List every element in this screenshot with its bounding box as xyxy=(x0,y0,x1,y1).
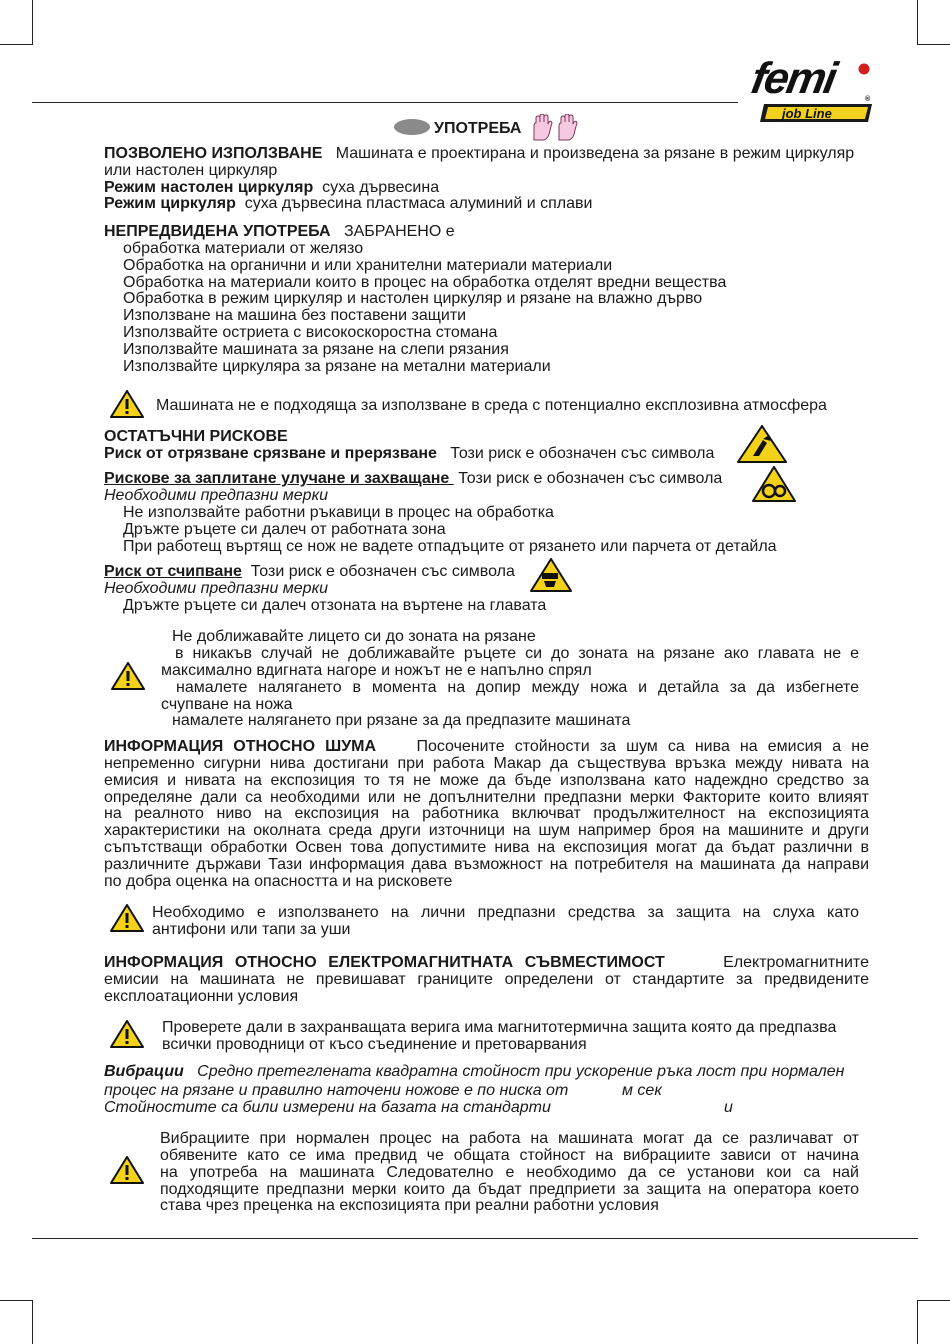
emc-heading-tail: Електромагнитните xyxy=(723,954,869,971)
warn-face-line-6: намалете налягането при рязане за да предпазите машината xyxy=(172,712,631,729)
emc-line-2: емисии на машината не превишават границите определени от стандартите за предвидените xyxy=(104,971,869,988)
entangle-risk-label: Рискове за заплитане улучане и захващане xyxy=(104,470,454,487)
allowed-text-2: или настолен циркуляр xyxy=(104,162,278,179)
warn-face-line-5: счупване на ножа xyxy=(161,696,293,713)
emc-line-3: експлоатационни условия xyxy=(104,988,299,1005)
warn-face-line-2: в никакъв случай не доближавайте ръцете си до зоната на рязане ако главата не е xyxy=(175,645,859,662)
vibration-label: Вибрации xyxy=(104,1063,184,1080)
crush-risk-label: Риск от счипване xyxy=(104,563,242,580)
warn-vibration-line: подходящите предпазни мерки които да бъдат предприети за защита на оператора което xyxy=(160,1181,859,1198)
hands-icon xyxy=(530,114,584,147)
unforeseen-item: Използвайте остриета с високоскоростна стомана xyxy=(123,324,498,341)
crop-mark-tl-v xyxy=(32,0,33,45)
warn-power-line-2: всички проводници от късо съединение и претоварвания xyxy=(162,1036,587,1053)
warn-vibration-line: става чрез преценка на експозицията при реални работни условия xyxy=(160,1197,659,1214)
allowed-text-1: Машината е проектирана и произведена за рязане в режим циркуляр xyxy=(335,145,855,162)
unforeseen-item: Обработка в режим циркуляр и настолен циркуляр и рязане на влажно дърво xyxy=(123,290,703,307)
noise-text-1: Посочените стойности за шум са нива на емисия а не xyxy=(416,738,870,755)
warning-triangle-icon xyxy=(110,390,144,418)
warn-vibration-line: Вибрациите при нормален процес на работа на машината могат да се различават от xyxy=(160,1130,859,1147)
residual-entangle-line xyxy=(104,470,722,487)
emc-heading: ИНФОРМАЦИЯ ОТНОСНО ЕЛЕКТРОМАГНИТНАТА СЪВМЕСТИМОСТ xyxy=(104,954,665,971)
brand-name: femi xyxy=(747,54,839,103)
warn-ear-line-2: антифони или тапи за уши xyxy=(152,921,351,938)
vibration-line-2a: процес на рязане и правилно наточени ножове е по ниска от xyxy=(104,1082,569,1099)
unforeseen-item: Използвайте циркуляра за рязане на метални материали xyxy=(123,358,551,375)
noise-line: на реалното ниво на експозиция на работника включват продължителност на експозицията xyxy=(104,805,869,822)
noise-line: определяне дали са необходими или не допълнителни предпазни мерки Факторите които влияят xyxy=(104,789,869,806)
allowed-line-1 xyxy=(104,145,854,162)
entangle-hazard-icon xyxy=(752,466,796,502)
crop-mark-bl-v xyxy=(32,1300,33,1344)
noise-line: емисия и нивата на експозиция то тя не може да бъде използвана като надеждно средство за xyxy=(104,772,869,789)
entangle-risk-text: Този риск е обозначен със символа xyxy=(458,470,723,487)
crush-item: Дръжте ръцете си далеч отзоната на въртене на главата xyxy=(123,597,547,614)
cut-risk-text: Този риск е обозначен със символа xyxy=(450,445,715,462)
unforeseen-item: Обработка на органични и или хранителни материали материали xyxy=(123,257,613,274)
brand-registered-mark: ® xyxy=(865,96,871,103)
unforeseen-heading: НЕПРЕДВИДЕНА УПОТРЕБА xyxy=(104,223,331,240)
residual-cut-line xyxy=(104,445,714,462)
noise-line: различните държави Тази информация дава възможност на потребителя на машината да направи xyxy=(104,856,869,873)
usage-pill-icon xyxy=(394,119,430,135)
cut-risk-label: Риск от отрязване срязване и прерязване xyxy=(104,445,437,462)
entangle-item: Дръжте ръцете си далеч от работната зона xyxy=(123,521,446,538)
allowed-mode-1 xyxy=(104,179,439,196)
unforeseen-line xyxy=(104,223,455,240)
crush-risk-text: Този риск е обозначен със символа xyxy=(250,563,515,580)
warn-vibration-line: обявените като се има предвид че общата стойност на вибрациите зависи от начина xyxy=(160,1147,859,1164)
warn-face-line-3: максимално вдигната нагоре и ножът не е напълно спрял xyxy=(161,662,592,679)
mode1-label: Режим настолен циркуляр xyxy=(104,179,314,196)
warn-face-line-1: Не доближавайте лицето си до зоната на рязане xyxy=(172,628,536,645)
crop-mark-bl-h xyxy=(0,1300,33,1301)
entangle-item: При работещ въртящ се нож не вадете отпадъците от рязането или парчета от детайла xyxy=(123,538,777,555)
warning-triangle-icon xyxy=(110,1020,144,1048)
cut-hazard-icon xyxy=(737,425,787,463)
noise-line: съпътстващи обработки Освен това допустимите нива на експозиция могат да бъдат различни в xyxy=(104,839,869,856)
crop-mark-tr-h xyxy=(917,44,950,45)
warning-explosive-text: Машината не е подходяща за използване в среда с потенциално експлозивна атмосфера xyxy=(156,397,827,414)
unforeseen-item: Обработка на материали които в процес на обработка отделят вредни вещества xyxy=(123,274,727,291)
noise-line: характеристики на околната среда други източници на шум например броя на машините и други xyxy=(104,822,869,839)
footer-rule xyxy=(32,1238,918,1239)
allowed-mode-2 xyxy=(104,195,592,212)
warn-vibration-line: на употреба на машината Следователно е необходимо да се установи кои са най xyxy=(160,1164,859,1181)
entangle-item: Не използвайте работни ръкавици в процес на обработка xyxy=(123,504,554,521)
vibration-line-3a: Стойностите са били измерени на базата на стандарти xyxy=(104,1099,551,1116)
mode1-text: суха дървесина xyxy=(322,179,440,196)
crush-precautions: Необходими предпазни мерки xyxy=(104,580,329,597)
header-rule xyxy=(32,102,738,103)
warn-face-line-4: намалете налягането в момента на допир между ножа и детайла за да избегнете xyxy=(176,679,859,696)
brand-subline: job Line xyxy=(782,106,832,121)
allowed-heading: ПОЗВОЛЕНО ИЗПОЛЗВАНЕ xyxy=(104,145,323,162)
usage-title: УПОТРЕБА xyxy=(434,120,522,137)
warn-ear-line-1: Необходимо е използването на лични предпазни средства за защита на слуха като xyxy=(152,904,859,921)
residual-crush-line xyxy=(104,563,515,580)
noise-heading: ИНФОРМАЦИЯ ОТНОСНО ШУМА xyxy=(104,738,377,755)
mode2-label: Режим циркуляр xyxy=(104,195,236,212)
noise-line: непременно сигурни нива достигани при работа Макар да съществува връзка между нивата на xyxy=(104,755,869,772)
warning-triangle-icon xyxy=(111,662,145,690)
vibration-line-2b: м сек xyxy=(622,1082,662,1099)
unforeseen-item: Използвайте машината за рязане на слепи рязания xyxy=(123,341,509,358)
crop-mark-tr-v xyxy=(917,0,918,45)
crop-mark-br-v xyxy=(917,1300,918,1344)
vibration-line-3b: и xyxy=(724,1099,733,1116)
emc-line-1 xyxy=(104,954,869,971)
unforeseen-item: обработка материали от желязо xyxy=(123,240,364,257)
warning-triangle-icon xyxy=(110,904,144,932)
crop-mark-br-h xyxy=(917,1300,950,1301)
noise-line-1 xyxy=(104,738,869,755)
noise-line: по добра оценка на опасността и на рисковете xyxy=(104,873,453,890)
crop-mark-tl-h xyxy=(0,44,33,45)
brand-logo xyxy=(747,54,875,124)
mode2-text: суха дървесина пластмаса алуминий и сплави xyxy=(244,195,593,212)
crush-hazard-icon xyxy=(530,558,572,592)
entangle-precautions: Необходими предпазни мерки xyxy=(104,487,329,504)
warning-triangle-icon xyxy=(110,1156,144,1184)
vibration-line-1 xyxy=(104,1063,844,1080)
unforeseen-text: ЗАБРАНЕНО е xyxy=(343,223,455,240)
unforeseen-item: Използване на машина без поставени защити xyxy=(123,307,467,324)
warn-power-line-1: Проверете дали в захранващата верига има магнитотермична защита която да предпазва xyxy=(162,1019,837,1036)
vibration-text-1: Средно претеглената квадратна стойност при ускорение ръка лост при нормален xyxy=(197,1063,845,1080)
residual-heading: ОСТАТЪЧНИ РИСКОВЕ xyxy=(104,428,288,445)
